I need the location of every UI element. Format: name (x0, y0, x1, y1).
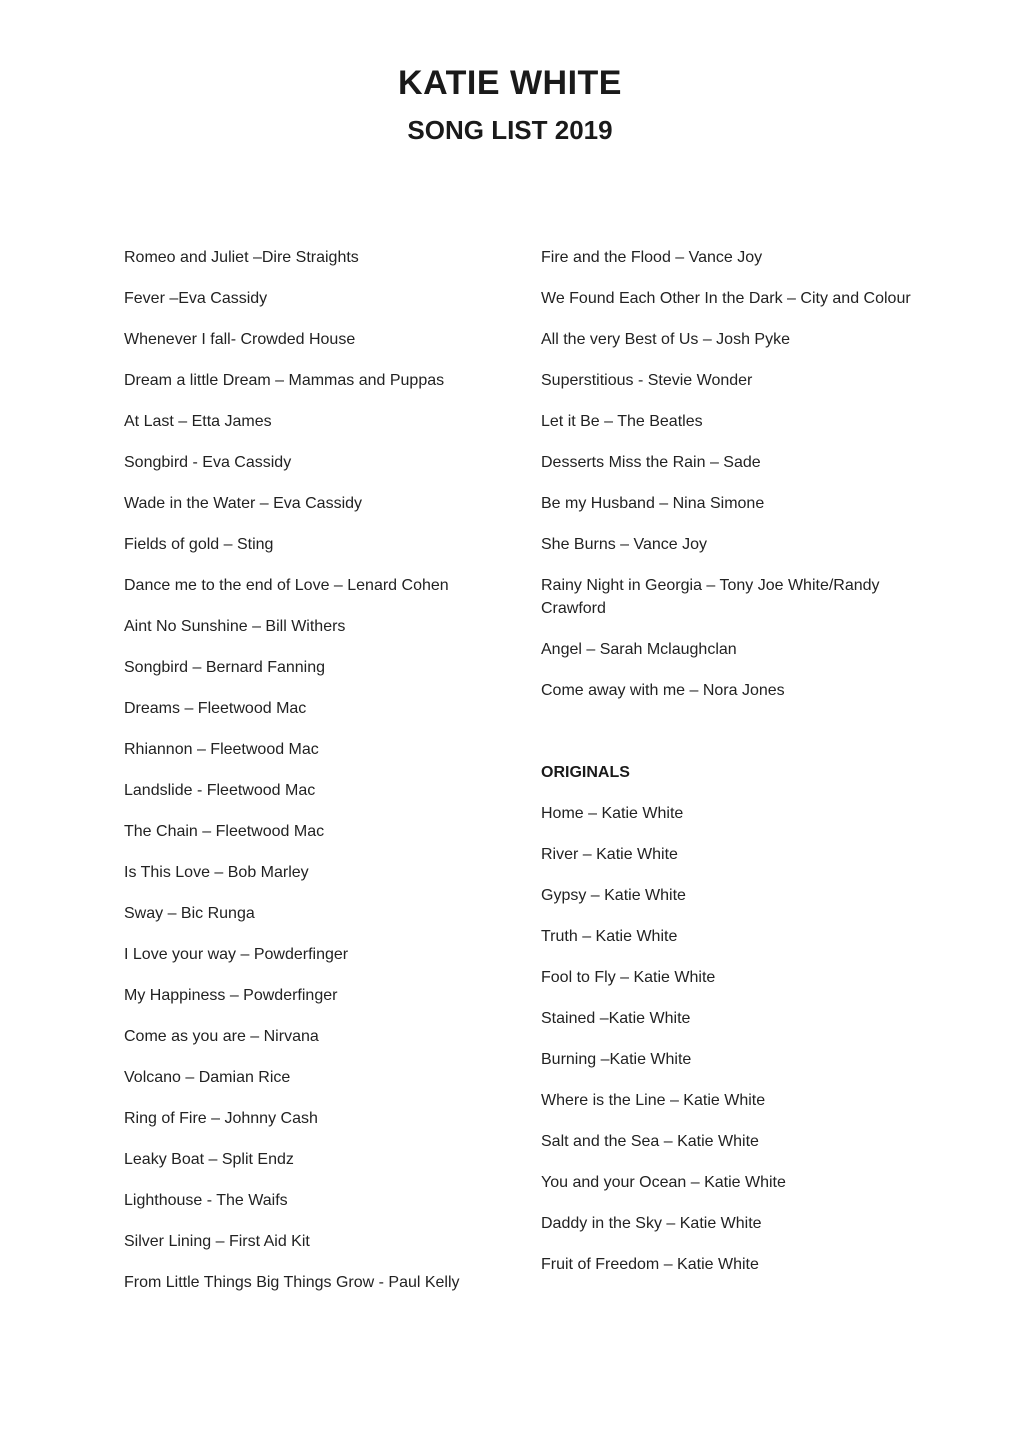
song-item: Lighthouse - The Waifs (124, 1192, 288, 1209)
song-item: All the very Best of Us – Josh Pyke (541, 331, 790, 348)
covers-list-right (541, 246, 926, 702)
song-item: Home – Katie White (541, 805, 684, 822)
song-item: Ring of Fire – Johnny Cash (124, 1110, 318, 1127)
song-item: Fire and the Flood – Vance Joy (541, 249, 763, 266)
song-item: Let it Be – The Beatles (541, 413, 703, 430)
song-item: Dream a little Dream – Mammas and Puppas (124, 372, 445, 389)
song-item: Daddy in the Sky – Katie White (541, 1215, 762, 1232)
song-item: Aint No Sunshine – Bill Withers (124, 618, 346, 635)
song-item: Fields of gold – Sting (124, 536, 274, 553)
song-item: Songbird – Bernard Fanning (124, 659, 326, 676)
covers-list-left (124, 246, 529, 1294)
song-item: Salt and the Sea – Katie White (541, 1133, 759, 1150)
document-title: KATIE WHITE (398, 64, 622, 102)
originals-heading: ORIGINALS (541, 764, 630, 781)
song-item: We Found Each Other In the Dark – City and Colour (541, 290, 911, 307)
song-item: You and your Ocean – Katie White (541, 1174, 786, 1191)
song-item: Desserts Miss the Rain – Sade (541, 454, 761, 471)
song-item: Fool to Fly – Katie White (541, 969, 716, 986)
song-item: The Chain – Fleetwood Mac (124, 823, 325, 840)
song-item: Be my Husband – Nina Simone (541, 495, 765, 512)
song-item: Gypsy – Katie White (541, 887, 686, 904)
song-item: Dreams – Fleetwood Mac (124, 700, 307, 717)
song-item: Superstitious - Stevie Wonder (541, 372, 753, 389)
song-item: Leaky Boat – Split Endz (124, 1151, 294, 1168)
song-item: Fruit of Freedom – Katie White (541, 1256, 759, 1273)
song-item: Sway – Bic Runga (124, 905, 255, 922)
song-item: From Little Things Big Things Grow - Paul Kelly (124, 1274, 460, 1291)
song-item: Come away with me – Nora Jones (541, 682, 785, 699)
song-item: Burning –Katie White (541, 1051, 692, 1068)
song-list-left-column (124, 246, 529, 1312)
song-list-right-column (541, 246, 926, 1294)
song-item: Angel – Sarah Mclaughclan (541, 641, 737, 658)
song-item: Rhiannon – Fleetwood Mac (124, 741, 319, 758)
song-item: Landslide - Fleetwood Mac (124, 782, 316, 799)
song-item: Come as you are – Nirvana (124, 1028, 319, 1045)
song-item: I Love your way – Powderfinger (124, 946, 349, 963)
song-item: She Burns – Vance Joy (541, 536, 708, 553)
song-item: Stained –Katie White (541, 1010, 691, 1027)
song-item: At Last – Etta James (124, 413, 272, 430)
song-item: Romeo and Juliet –Dire Straights (124, 249, 359, 266)
song-item: Rainy Night in Georgia – Tony Joe White/Randy Crawford (541, 577, 880, 617)
song-item: My Happiness – Powderfinger (124, 987, 338, 1004)
song-item: Songbird - Eva Cassidy (124, 454, 292, 471)
song-item: Is This Love – Bob Marley (124, 864, 309, 881)
song-item: Wade in the Water – Eva Cassidy (124, 495, 363, 512)
song-item: Volcano – Damian Rice (124, 1069, 291, 1086)
song-item: Fever –Eva Cassidy (124, 290, 268, 307)
song-item: Where is the Line – Katie White (541, 1092, 766, 1109)
song-item: Silver Lining – First Aid Kit (124, 1233, 310, 1250)
document-subtitle: SONG LIST 2019 (407, 115, 613, 145)
song-item: Truth – Katie White (541, 928, 678, 945)
song-item: River – Katie White (541, 846, 678, 863)
originals-list (541, 802, 926, 1276)
song-item: Whenever I fall- Crowded House (124, 331, 356, 348)
song-item: Dance me to the end of Love – Lenard Cohen (124, 577, 449, 594)
